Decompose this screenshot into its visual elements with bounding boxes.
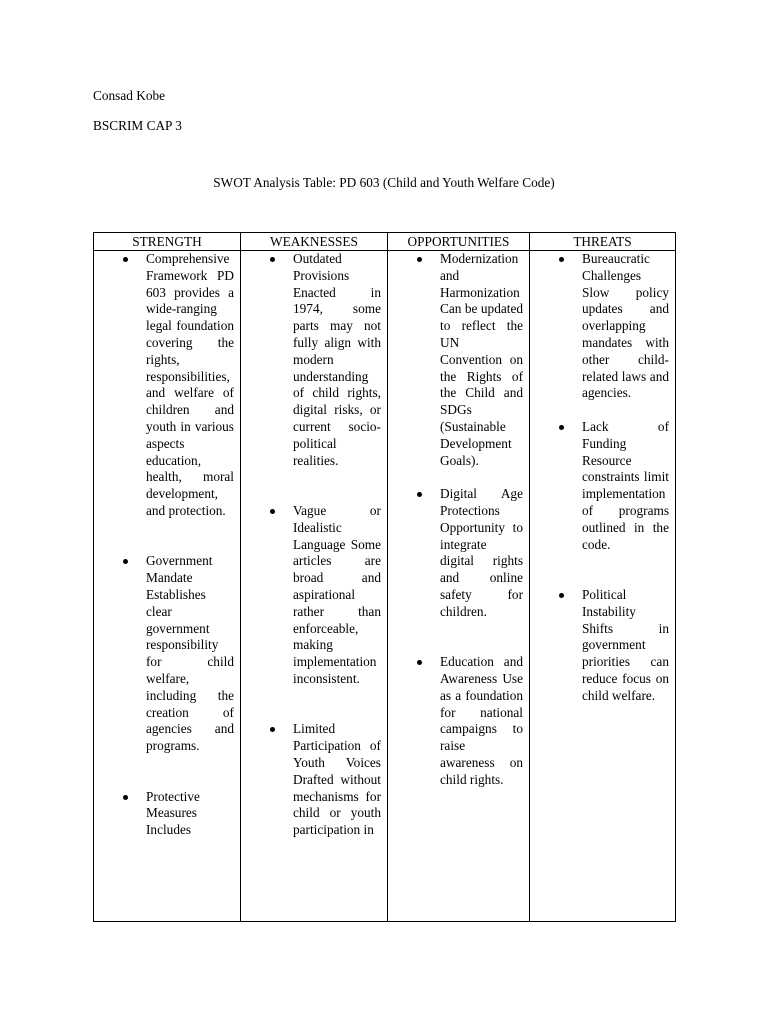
author-name: Consad Kobe — [93, 88, 166, 103]
item-body: Opportunity to integrate digital rights and online safety for children. — [440, 519, 523, 619]
bullet-icon — [123, 257, 128, 262]
threats-list — [530, 251, 675, 705]
list-item — [388, 486, 523, 620]
list-item — [241, 251, 381, 469]
item-body: PD 603 provides a wide-ranging legal foundation covering the rights, responsibilities, and welfare of children and youth in various aspects education, health, moral development, and protection. — [146, 267, 234, 518]
bullet-icon — [123, 795, 128, 800]
item-heading: Vague or Idealistic Language — [293, 502, 381, 552]
opportunities-cell — [388, 251, 530, 922]
item-body: Slow policy updates and overlapping mandates with other child-related laws and agencies. — [582, 284, 669, 401]
item-heading: Digital Age Protections — [440, 486, 523, 518]
item-heading: Modernization and Harmonization — [440, 251, 520, 300]
list-item — [241, 503, 381, 688]
bullet-icon — [123, 559, 128, 564]
item-body: Enacted in 1974, some parts may not fully align with modern understanding of child rights, digital risks, or current socio-political realities. — [293, 284, 381, 468]
list-item — [94, 789, 234, 839]
list-item — [94, 251, 234, 520]
weaknesses-list — [241, 251, 387, 839]
item-body: Includes — [146, 822, 192, 838]
item-body: Resource constraints limit implementation of programs outlined in the code. — [582, 452, 669, 552]
weaknesses-cell — [241, 251, 388, 922]
bullet-icon — [417, 257, 422, 262]
column-header-weaknesses: WEAKNESSES — [241, 233, 388, 251]
list-item — [530, 419, 669, 553]
opportunities-list — [388, 251, 529, 789]
swot-table — [93, 232, 676, 922]
course-code: BSCRIM CAP 3 — [93, 118, 182, 133]
strength-list — [94, 251, 240, 839]
list-item — [388, 654, 523, 788]
bullet-icon — [559, 593, 564, 598]
document-title: SWOT Analysis Table: PD 603 (Child and Youth Welfare Code) — [213, 175, 555, 190]
bullet-icon — [270, 509, 275, 514]
item-heading: Outdated Provisions — [293, 251, 350, 283]
list-item — [388, 251, 523, 469]
strength-cell — [94, 251, 241, 922]
bullet-icon — [559, 257, 564, 262]
item-heading: Education and Awareness — [440, 654, 523, 686]
item-body: Use as a foundation for national campaigns to raise awareness on child rights. — [440, 670, 523, 787]
item-body: Some articles are broad and aspirational rather than enforceable, making implementation inconsistent. — [293, 536, 381, 686]
threats-cell — [530, 251, 676, 922]
item-body: Drafted without mechanisms for child or youth participation in — [293, 771, 381, 838]
bullet-icon — [270, 727, 275, 732]
item-heading: Limited Participation of Youth Voices — [293, 721, 381, 770]
column-header-threats: THREATS — [530, 233, 676, 251]
item-heading: Government Mandate — [146, 553, 213, 586]
item-body: Establishes clear government responsibility for child welfare, including the creation of agencies and programs. — [146, 586, 234, 754]
item-body: Can be updated to reflect the UN Convention on the Rights of the Child and SDGs (Sustainable Development Goals). — [440, 301, 523, 468]
swot-header-row — [94, 233, 676, 251]
item-body: Shifts in government priorities can reduce focus on child welfare. — [582, 620, 669, 703]
item-heading: Comprehensive Framework — [146, 251, 230, 283]
list-item — [241, 721, 381, 839]
bullet-icon — [270, 257, 275, 262]
list-item — [94, 553, 234, 755]
list-item — [530, 587, 669, 705]
item-heading: Political Instability — [582, 586, 636, 619]
column-header-strength: STRENGTH — [94, 233, 241, 251]
column-header-opportunities: OPPORTUNITIES — [388, 233, 530, 251]
item-heading: Bureaucratic Challenges — [582, 251, 650, 283]
bullet-icon — [417, 492, 422, 497]
bullet-icon — [417, 660, 422, 665]
list-item — [530, 251, 669, 402]
item-heading: Lack of Funding — [582, 418, 669, 451]
swot-body-row — [94, 251, 676, 922]
bullet-icon — [559, 425, 564, 430]
item-heading: Protective Measures — [146, 788, 200, 821]
